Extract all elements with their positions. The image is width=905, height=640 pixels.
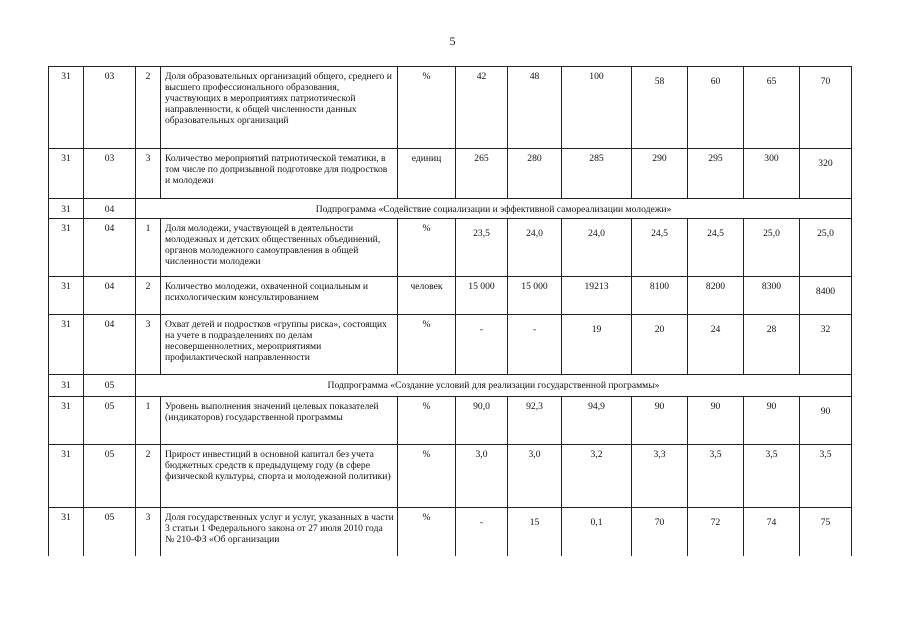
indicator-row	[49, 445, 852, 508]
value-cell: 74	[744, 508, 800, 556]
value-cell: 15 000	[456, 277, 508, 315]
code-cell: 04	[84, 277, 136, 315]
value-cell: 92,3	[508, 397, 562, 445]
value-cell: 15 000	[508, 277, 562, 315]
value-cell: 65	[744, 67, 800, 149]
unit-cell: %	[398, 67, 456, 149]
code-cell: 05	[84, 397, 136, 445]
value-cell: 300	[744, 149, 800, 199]
unit-cell: единиц	[398, 149, 456, 199]
value-cell: 290	[632, 149, 688, 199]
code-cell: 1	[136, 219, 161, 277]
code-cell: 1	[136, 397, 161, 445]
code-cell: 05	[84, 445, 136, 508]
page-number: 5	[449, 34, 456, 48]
code-cell: 03	[84, 67, 136, 149]
code-cell: 31	[49, 67, 84, 149]
code-cell: 31	[49, 315, 84, 375]
indicator-name: Охват детей и подростков «группы риска», состоящих на учете в подразделениях по делам несовершеннолетних, мероприятиями профилактической направленности	[161, 315, 398, 375]
value-cell: 265	[456, 149, 508, 199]
value-cell: 72	[688, 508, 744, 556]
unit-cell: %	[398, 508, 456, 556]
code-cell: 31	[49, 445, 84, 508]
indicator-name: Доля государственных услуг и услуг, указанных в части 3 статьи 1 Федерального закона от 27 июля 2010 года № 210-ФЗ «Об организации	[161, 508, 398, 556]
indicator-name: Доля молодежи, участвующей в деятельности молодежных и детских общественных объединений, органов молодежного самоуправления в общей численности молодежи	[161, 219, 398, 277]
code-cell: 2	[136, 445, 161, 508]
code-cell: 31	[49, 219, 84, 277]
indicator-row	[49, 277, 852, 315]
value-cell: 8200	[688, 277, 744, 315]
subprogram-row	[49, 199, 852, 219]
value-cell: -	[456, 315, 508, 375]
code-cell: 2	[136, 67, 161, 149]
value-cell: 285	[562, 149, 632, 199]
value-cell: 90	[688, 397, 744, 445]
value-cell: 3,5	[688, 445, 744, 508]
indicator-name: Прирост инвестиций в основной капитал без учета бюджетных средств к предыдущему году (в сфере физической культуры, спорта и молодежной политики)	[161, 445, 398, 508]
value-cell: 0,1	[562, 508, 632, 556]
code-cell: 03	[84, 149, 136, 199]
value-cell: 24,0	[508, 219, 562, 277]
code-cell: 04	[84, 315, 136, 375]
indicator-row	[49, 508, 852, 556]
value-cell: 90	[744, 397, 800, 445]
unit-cell: %	[398, 397, 456, 445]
value-cell: 90,0	[456, 397, 508, 445]
value-cell: 3,0	[456, 445, 508, 508]
value-cell: 90	[632, 397, 688, 445]
value-cell: 75	[800, 508, 852, 556]
indicator-row	[49, 397, 852, 445]
indicator-name: Уровень выполнения значений целевых показателей (индикаторов) государственной программы	[161, 397, 398, 445]
value-cell: 24,0	[562, 219, 632, 277]
value-cell: 42	[456, 67, 508, 149]
value-cell: 28	[744, 315, 800, 375]
indicator-name: Количество мероприятий патриотической тематики, в том числе по допризывной подготовке для подростков и молодежи	[161, 149, 398, 199]
value-cell: 94,9	[562, 397, 632, 445]
value-cell: 32	[800, 315, 852, 375]
value-cell: 295	[688, 149, 744, 199]
value-cell: 8300	[744, 277, 800, 315]
value-cell: 8100	[632, 277, 688, 315]
code-cell: 31	[49, 508, 84, 556]
code-cell: 31	[49, 199, 84, 219]
value-cell: 24,5	[632, 219, 688, 277]
value-cell: 90	[800, 397, 852, 445]
value-cell: 25,0	[744, 219, 800, 277]
code-cell: 31	[49, 149, 84, 199]
value-cell: 60	[688, 67, 744, 149]
code-cell: 3	[136, 508, 161, 556]
indicators-table	[48, 66, 852, 556]
value-cell: 48	[508, 67, 562, 149]
value-cell: 20	[632, 315, 688, 375]
value-cell: 8400	[800, 277, 852, 315]
value-cell: 58	[632, 67, 688, 149]
indicator-name: Количество молодежи, охваченной социальным и психологическим консультированием	[161, 277, 398, 315]
value-cell: 24,5	[688, 219, 744, 277]
unit-cell: %	[398, 219, 456, 277]
indicator-row	[49, 315, 852, 375]
code-cell: 31	[49, 277, 84, 315]
unit-cell: %	[398, 445, 456, 508]
indicator-row	[49, 149, 852, 199]
value-cell: 3,5	[744, 445, 800, 508]
code-cell: 31	[49, 375, 84, 397]
value-cell: 15	[508, 508, 562, 556]
value-cell: 23,5	[456, 219, 508, 277]
value-cell: 70	[632, 508, 688, 556]
unit-cell: %	[398, 315, 456, 375]
subprogram-title: Подпрограмма «Содействие социализации и эффективной самореализации молодежи»	[136, 199, 852, 219]
value-cell: 3,5	[800, 445, 852, 508]
subprogram-row	[49, 375, 852, 397]
value-cell: 3,0	[508, 445, 562, 508]
value-cell: 3,2	[562, 445, 632, 508]
indicator-name: Доля образовательных организаций общего, среднего и высшего профессионального образования, участвующих в мероприятиях патриотической направленности, к общей численности данных образовательных организаций	[161, 67, 398, 149]
code-cell: 04	[84, 199, 136, 219]
code-cell: 3	[136, 315, 161, 375]
code-cell: 05	[84, 508, 136, 556]
subprogram-title: Подпрограмма «Создание условий для реализации государственной программы»	[136, 375, 852, 397]
value-cell: 3,3	[632, 445, 688, 508]
value-cell: 70	[800, 67, 852, 149]
indicator-row	[49, 67, 852, 149]
value-cell: 25,0	[800, 219, 852, 277]
value-cell: 280	[508, 149, 562, 199]
code-cell: 2	[136, 277, 161, 315]
value-cell: 24	[688, 315, 744, 375]
value-cell: -	[456, 508, 508, 556]
value-cell: 19213	[562, 277, 632, 315]
code-cell: 04	[84, 219, 136, 277]
indicator-row	[49, 219, 852, 277]
code-cell: 3	[136, 149, 161, 199]
unit-cell: человек	[398, 277, 456, 315]
value-cell: 19	[562, 315, 632, 375]
value-cell: -	[508, 315, 562, 375]
value-cell: 100	[562, 67, 632, 149]
code-cell: 05	[84, 375, 136, 397]
code-cell: 31	[49, 397, 84, 445]
value-cell: 320	[800, 149, 852, 199]
